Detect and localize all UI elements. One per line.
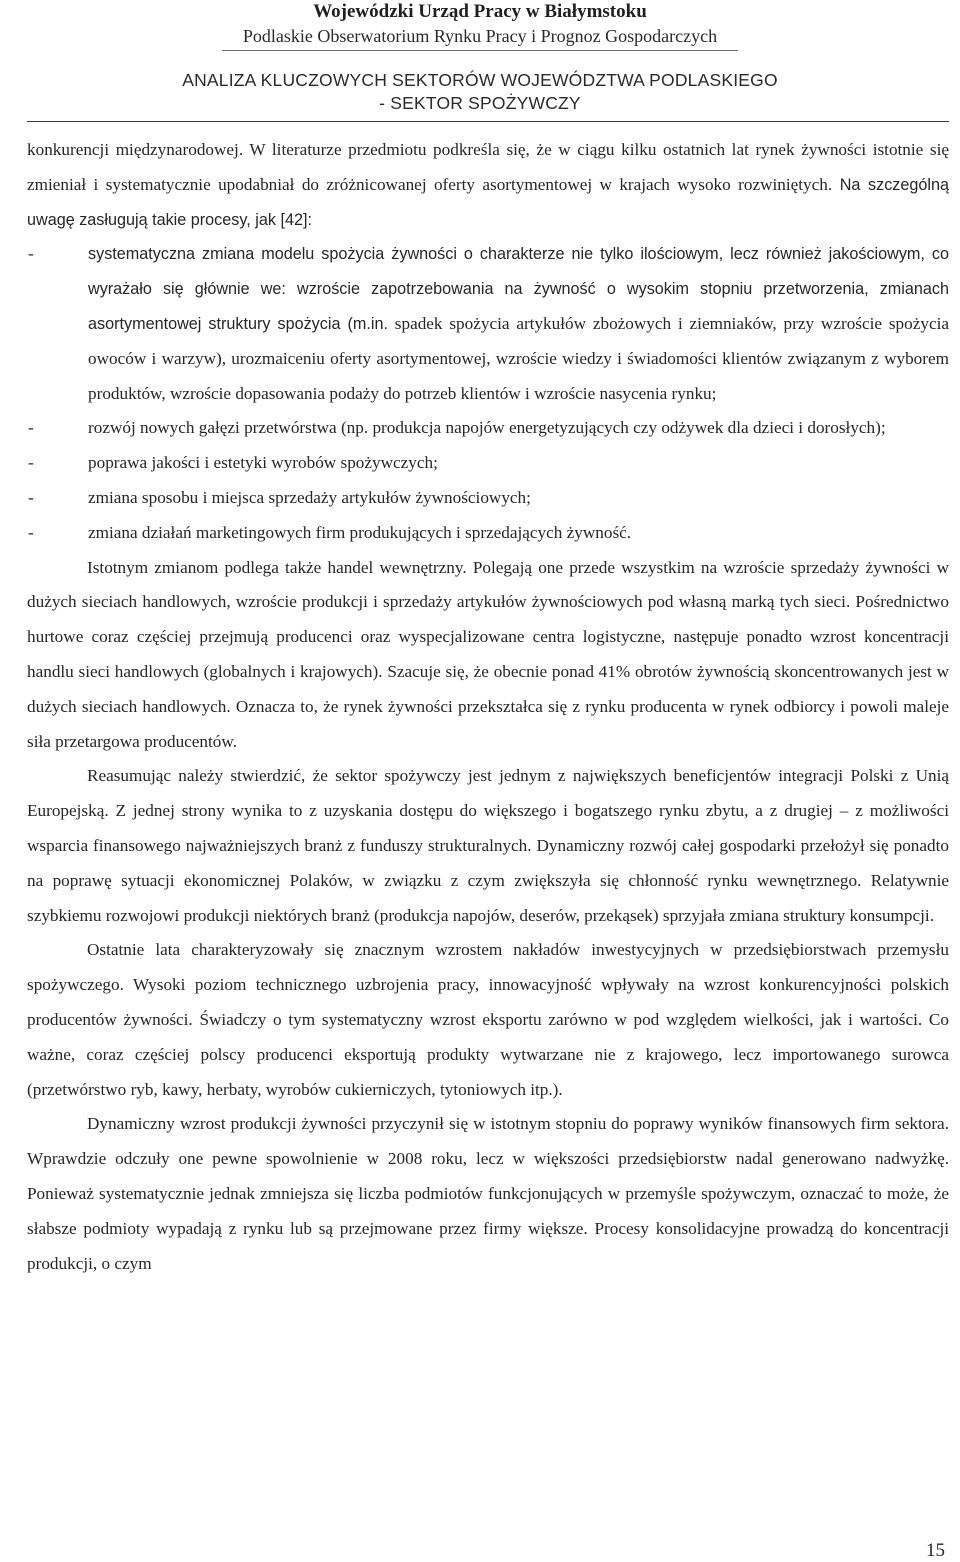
paragraph-5: Dynamiczny wzrost produkcji żywności przyczynił się w istotnym stopniu do poprawy wyników finansowych firm sektora. Wprawdzie odczuły one pewne spowolnienie w 2008 roku, lecz w większości przedsiębiorstw nadal generowano nadwyżkę. Ponieważ systematycznie jednak zmniejsza się liczba podmiotów funkcjonujących w przemyśle spożywczym, oznaczać to może, że słabsze podmioty wypadają z rynku lub są przejmowane przez firmy większe. Procesy konsolidacyjne prowadzą do koncentracji produkcji, o czym [27, 1114, 949, 1273]
list-item-text: poprawa jakości i estetyki wyrobów spożywczych; [88, 453, 438, 473]
process-list [27, 237, 949, 550]
list-item-sans-text: systematyczna zmiana modelu spożycia żywności o charakterze nie tylko ilościowym, lecz również jakościowym, co wyrażało się głównie we: wzroście zapotrzebowania na żywność o wysokim stopniu przetworzenia, zmianach asortymentowej struktury spożycia (m.in. [88, 245, 949, 333]
list-dash: - [28, 418, 34, 438]
list-item-text: zmiana sposobu i miejsca sprzedaży artykułów żywnościowych; [88, 487, 531, 507]
list-item-text: zmiana działań marketingowych firm produkujących i sprzedających żywność. [88, 522, 632, 542]
analysis-title-line1: ANALIZA KLUCZOWYCH SEKTORÓW WOJEWÓDZTWA PODLASKIEGO [182, 70, 778, 90]
list-item [27, 446, 949, 481]
list-item-text: rozwój nowych gałęzi przetwórstwa (np. produkcja napojów energetyzujących czy odżywek dla dzieci i dorosłych); [88, 418, 886, 438]
analysis-title-line2: - SEKTOR SPOŻYWCZY [379, 93, 581, 113]
header-divider [222, 50, 738, 51]
paragraph-2: Istotnym zmianom podlega także handel wewnętrzny. Polegają one przede wszystkim na wzroście sprzedaży żywności w dużych sieciach handlowych, wzroście produkcji i sprzedaży artykułów żywnościowych pod własną marką tych sieci. Pośrednictwo hurtowe coraz częściej przejmują producenci oraz wyspecjalizowane centra logistyczne, następuje ponadto wzrost koncentracji handlu sieci handlowych (globalnych i krajowych). Szacuje się, że obecnie ponad 41% obrotów żywnością skoncentrowanych jest w dużych sieciach handlowych. Oznacza to, że rynek żywności przekształca się z rynku producenta w rynek odbiorcy i powoli maleje siła przetargowa producentów. [27, 557, 949, 751]
list-item [27, 481, 949, 516]
paragraph-1 [27, 133, 949, 237]
list-item [27, 237, 949, 411]
header-bottom-rule [27, 121, 949, 122]
list-item [27, 516, 949, 551]
paragraph-3: Reasumując należy stwierdzić, że sektor spożywczy jest jednym z największych beneficjentów integracji Polski z Unią Europejską. Z jednej strony wynika to z uzyskania dostępu do większego i bogatszego rynku zbytu, a z drugiej – z możliwości wsparcia finansowego najważniejszych branż z funduszy strukturalnych. Dynamiczny rozwój całej gospodarki przełożył się ponadto na poprawę sytuacji ekonomicznej Polaków, w związku z czym zwiększyła się chłonność rynku wewnętrznego. Relatywnie szybkiemu rozwojowi produkcji niektórych branż (produkcja napojów, deserów, przekąsek) sprzyjała zmiana struktury konsumpcji. [27, 766, 949, 925]
header-title: Wojewódzki Urząd Pracy w Białymstoku [313, 1, 647, 22]
paragraph-1-serif-text: konkurencji międzynarodowej. W literaturze przedmiotu podkreśla się, że w ciągu kilku ostatnich lat rynek żywności istotnie się zmieniał i systematycznie upodabniał do zróżnicowanej oferty asortymentowej w krajach wysoko rozwiniętych. [27, 140, 949, 194]
page-number: 15 [926, 1540, 945, 1561]
list-dash: - [28, 487, 34, 507]
list-item [27, 411, 949, 446]
document-body [27, 133, 949, 1281]
list-dash: - [28, 522, 34, 542]
list-dash: - [28, 244, 34, 264]
list-dash: - [28, 453, 34, 473]
paragraph-4: Ostatnie lata charakteryzowały się znacznym wzrostem nakładów inwestycyjnych w przedsiębiorstwach przemysłu spożywczego. Wysoki poziom technicznego uzbrojenia pracy, innowacyjność wpływały na wzrost konkurencyjności polskich producentów żywności. Świadczy o tym systematyczny wzrost eksportu zarówno w pod względem wielkości, jak i wartości. Co ważne, coraz częściej polscy producenci eksportują produkty wytwarzane nie z krajowego, lecz importowanego surowca (przetwórstwo ryb, kawy, herbaty, wyrobów cukierniczych, tytoniowych itp.). [27, 940, 949, 1099]
list-item-serif-text: spadek spożycia artykułów zbożowych i ziemniaków, przy wzroście spożycia owoców i warzyw), urozmaiceniu oferty asortymentowej, wzroście wiedzy i świadomości klientów związanym z wyborem produktów, wzroście dopasowania podaży do potrzeb klientów i wzroście nasycenia rynku; [88, 313, 949, 403]
paragraph-1-sans-text: Na szczególną uwagę zasługują takie procesy, jak [42]: [27, 175, 949, 229]
header-subtitle: Podlaskie Obserwatorium Rynku Pracy i Prognoz Gospodarczych [242, 26, 718, 46]
